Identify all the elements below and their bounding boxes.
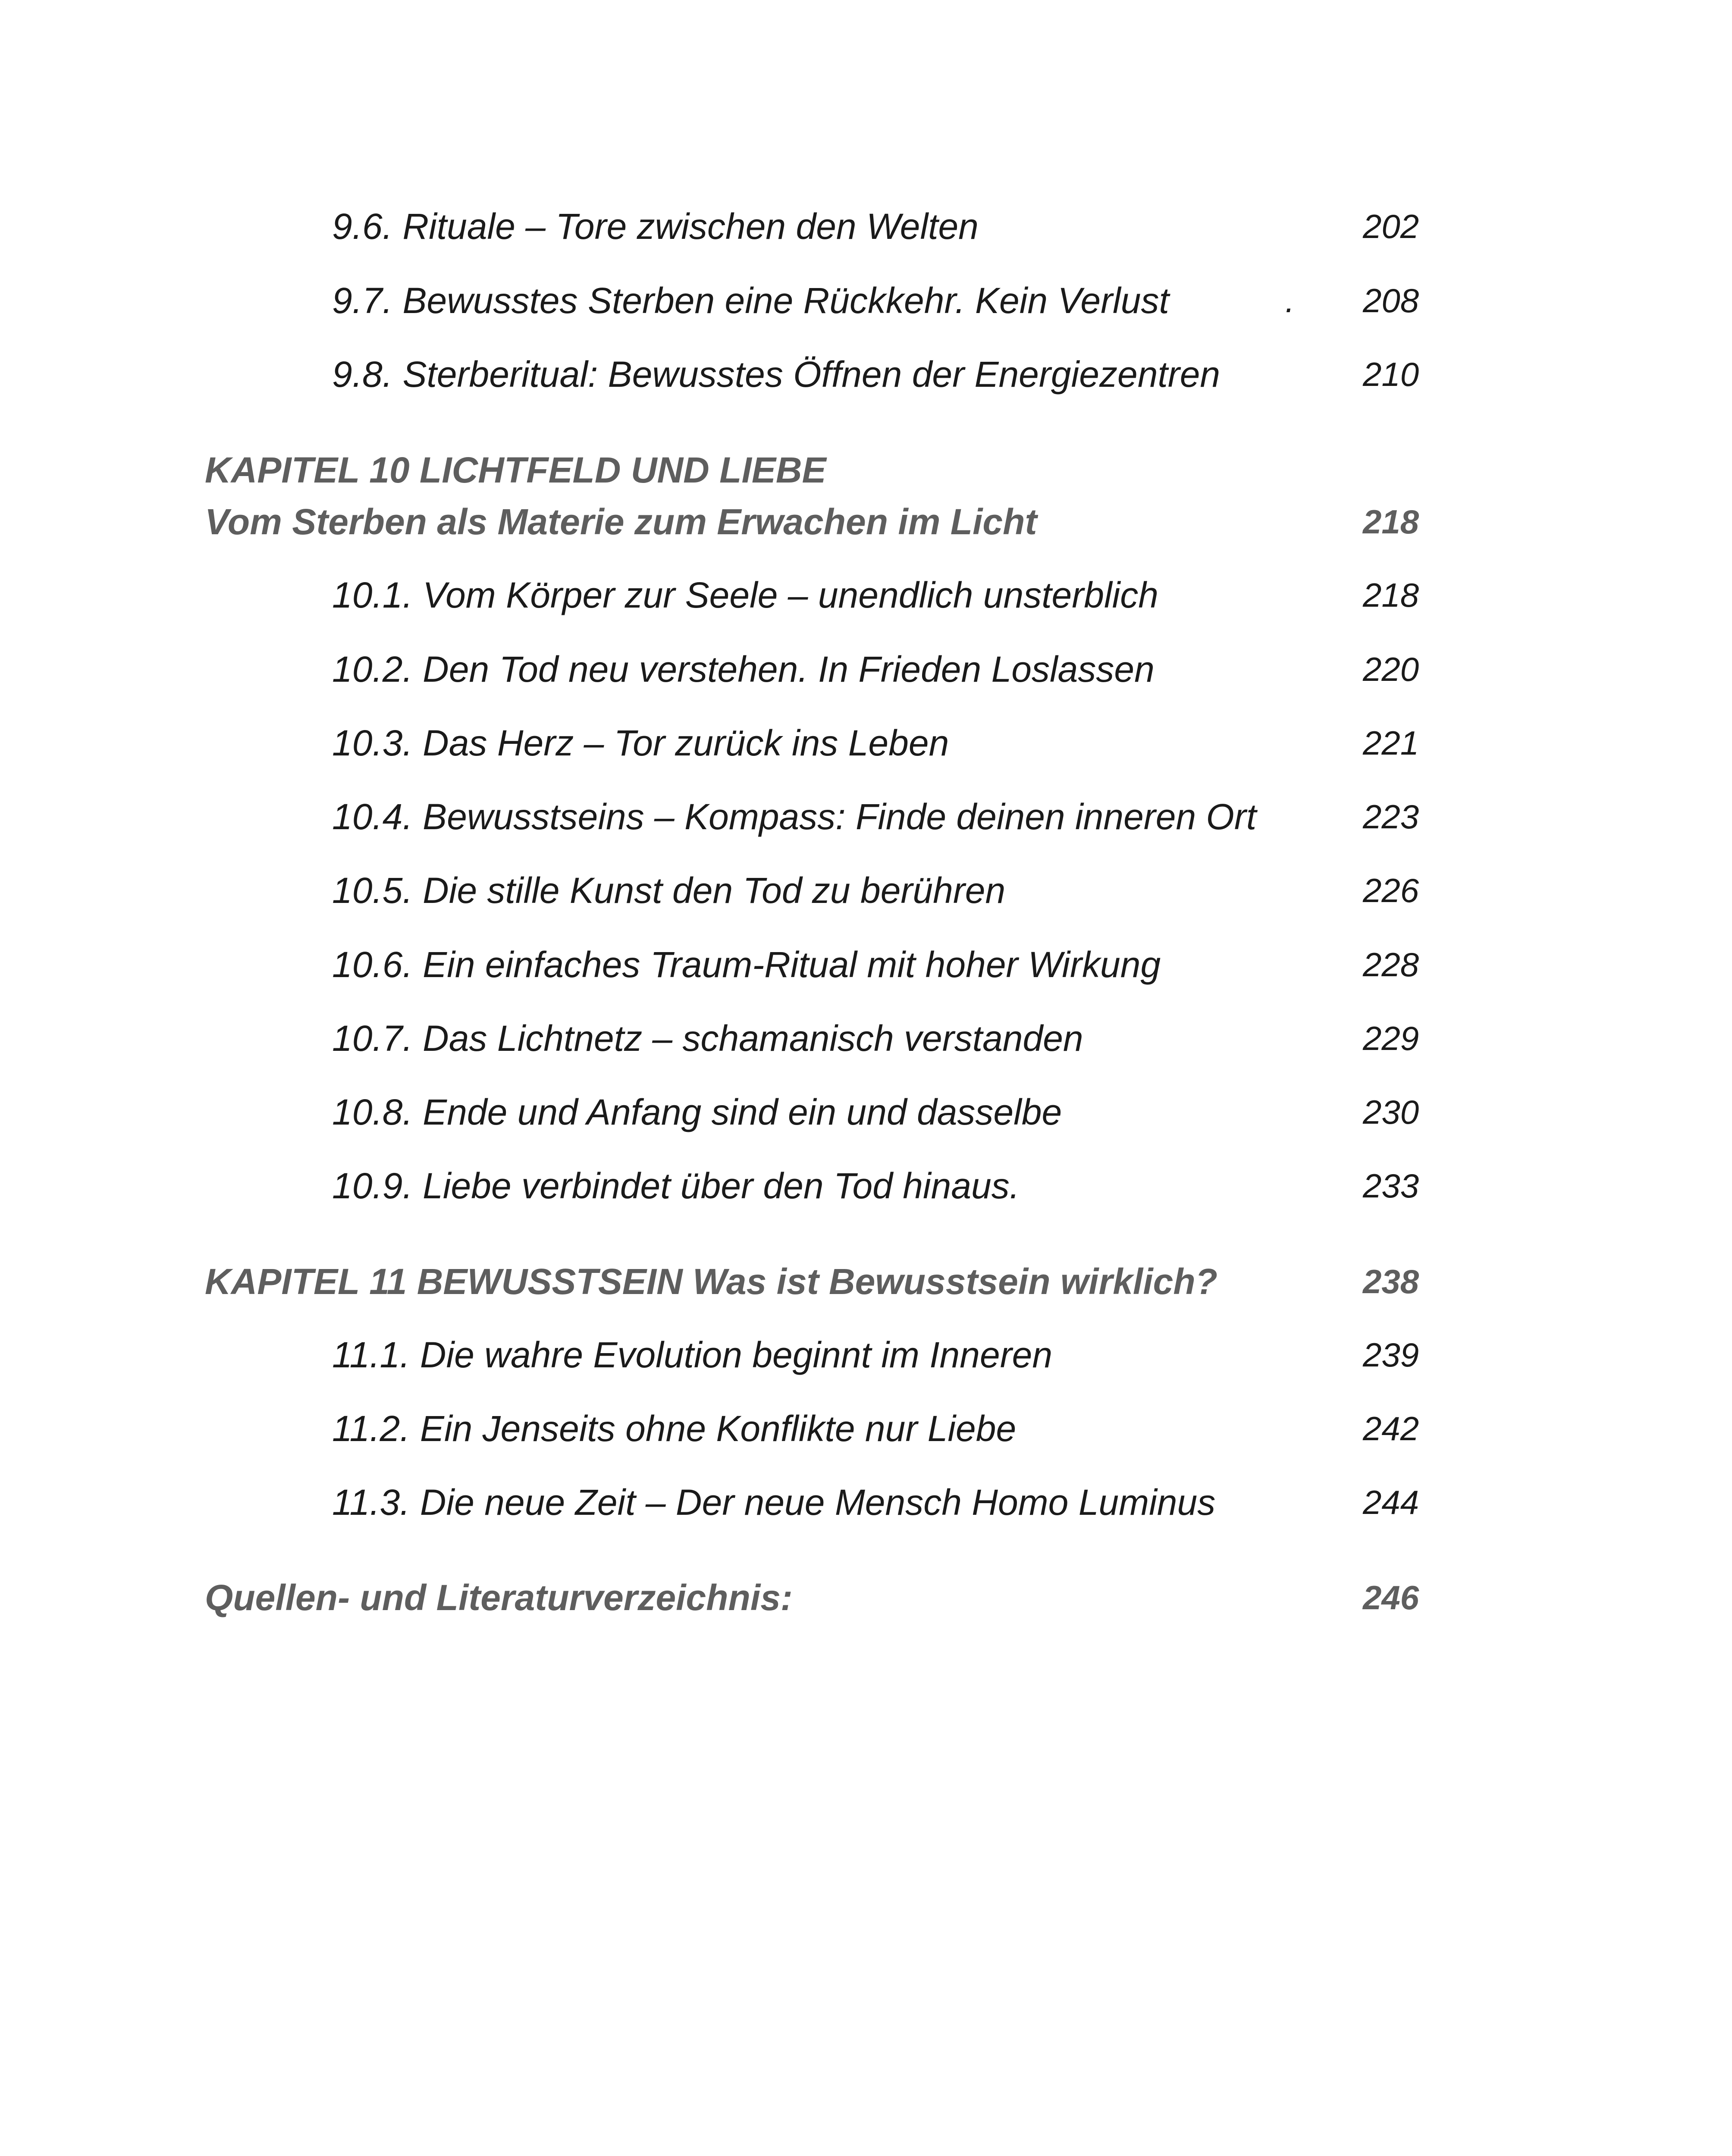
toc-entry-10-4[interactable] bbox=[0, 793, 1732, 840]
toc-entry-page-number: 229 bbox=[1363, 1019, 1419, 1057]
toc-entry-title: 10.1. Vom Körper zur Seele – unendlich unsterblich bbox=[332, 575, 1159, 615]
toc-chapter-title: KAPITEL 10 LICHTFELD UND LIEBE bbox=[205, 450, 826, 490]
toc-entry-10-9[interactable] bbox=[0, 1162, 1732, 1210]
toc-entry-10-7[interactable] bbox=[0, 1015, 1732, 1062]
toc-entry-title: 10.8. Ende und Anfang sind ein und dasselbe bbox=[332, 1092, 1062, 1132]
toc-entry-page-number: 223 bbox=[1363, 798, 1419, 836]
toc-entry-page-number: 233 bbox=[1363, 1167, 1419, 1205]
toc-entry-page-number: 208 bbox=[1363, 282, 1419, 320]
toc-entry-title: 11.2. Ein Jenseits ohne Konflikte nur Liebe bbox=[332, 1408, 1017, 1449]
toc-chapter-subtitle: Vom Sterben als Materie zum Erwachen im Licht bbox=[205, 501, 1037, 542]
toc-entry-title: 9.7. Bewusstes Sterben eine Rückkehr. Kein Verlust bbox=[332, 280, 1169, 321]
toc-entry-10-5[interactable] bbox=[0, 867, 1732, 914]
toc-entry-page-number: 228 bbox=[1363, 946, 1419, 984]
toc-entry-9-6[interactable] bbox=[0, 203, 1732, 250]
toc-entry-title: 10.7. Das Lichtnetz – schamanisch verstanden bbox=[332, 1018, 1083, 1059]
toc-entry-page-number: 210 bbox=[1363, 355, 1419, 393]
toc-entry-10-2[interactable] bbox=[0, 646, 1732, 693]
toc-chapter-10-heading[interactable] bbox=[0, 446, 1732, 494]
toc-entry-title: 10.9. Liebe verbindet über den Tod hinaus. bbox=[332, 1166, 1020, 1206]
toc-entry-11-1[interactable] bbox=[0, 1331, 1732, 1379]
toc-entry-page-number: 202 bbox=[1363, 207, 1419, 245]
toc-entry-page-number: 230 bbox=[1363, 1093, 1419, 1131]
toc-entry-page-number: 244 bbox=[1363, 1483, 1419, 1521]
toc-sources[interactable] bbox=[0, 1574, 1732, 1621]
toc-entry-11-2[interactable] bbox=[0, 1405, 1732, 1452]
toc-sources-page-number: 246 bbox=[1363, 1579, 1419, 1617]
toc-entry-title: 10.5. Die stille Kunst den Tod zu berühren bbox=[332, 870, 1006, 911]
toc-chapter-11[interactable] bbox=[0, 1258, 1732, 1305]
toc-entry-title: 10.4. Bewusstseins – Kompass: Finde deinen inneren Ort bbox=[332, 796, 1257, 837]
toc-entry-title: 10.2. Den Tod neu verstehen. In Frieden Loslassen bbox=[332, 649, 1155, 689]
toc-entry-title: 11.3. Die neue Zeit – Der neue Mensch Homo Luminus bbox=[332, 1482, 1216, 1523]
toc-entry-page-number: 221 bbox=[1363, 724, 1419, 762]
toc-chapter-page-number: 218 bbox=[1363, 503, 1419, 541]
toc-entry-title: 10.6. Ein einfaches Traum-Ritual mit hoher Wirkung bbox=[332, 944, 1161, 985]
toc-entry-title: 11.1. Die wahre Evolution beginnt im Inneren bbox=[332, 1335, 1053, 1375]
toc-entry-page-number: 218 bbox=[1363, 576, 1419, 614]
toc-entry-page-number: 239 bbox=[1363, 1336, 1419, 1374]
toc-entry-9-8[interactable] bbox=[0, 351, 1732, 398]
toc-entry-page-number: 242 bbox=[1363, 1410, 1419, 1448]
toc-entry-9-7[interactable] bbox=[0, 277, 1732, 324]
toc-chapter-title: KAPITEL 11 BEWUSSTSEIN Was ist Bewusstsein wirklich? bbox=[205, 1261, 1217, 1302]
toc-sources-title: Quellen- und Literaturverzeichnis: bbox=[205, 1577, 793, 1618]
toc-entry-10-6[interactable] bbox=[0, 941, 1732, 988]
toc-entry-title: 10.3. Das Herz – Tor zurück ins Leben bbox=[332, 723, 949, 763]
toc-entry-10-8[interactable] bbox=[0, 1088, 1732, 1136]
toc-entry-10-3[interactable] bbox=[0, 719, 1732, 767]
toc-entry-dot: . bbox=[1285, 282, 1295, 320]
toc-chapter-10-subtitle-row[interactable] bbox=[0, 498, 1732, 545]
toc-chapter-page-number: 238 bbox=[1363, 1263, 1419, 1300]
toc-entry-11-3[interactable] bbox=[0, 1479, 1732, 1526]
toc-entry-page-number: 220 bbox=[1363, 650, 1419, 688]
toc-entry-title: 9.6. Rituale – Tore zwischen den Welten bbox=[332, 206, 979, 247]
toc-entry-page-number: 226 bbox=[1363, 871, 1419, 909]
toc-entry-10-1[interactable] bbox=[0, 571, 1732, 619]
toc-entry-title: 9.8. Sterberitual: Bewusstes Öffnen der Energiezentren bbox=[332, 354, 1221, 395]
